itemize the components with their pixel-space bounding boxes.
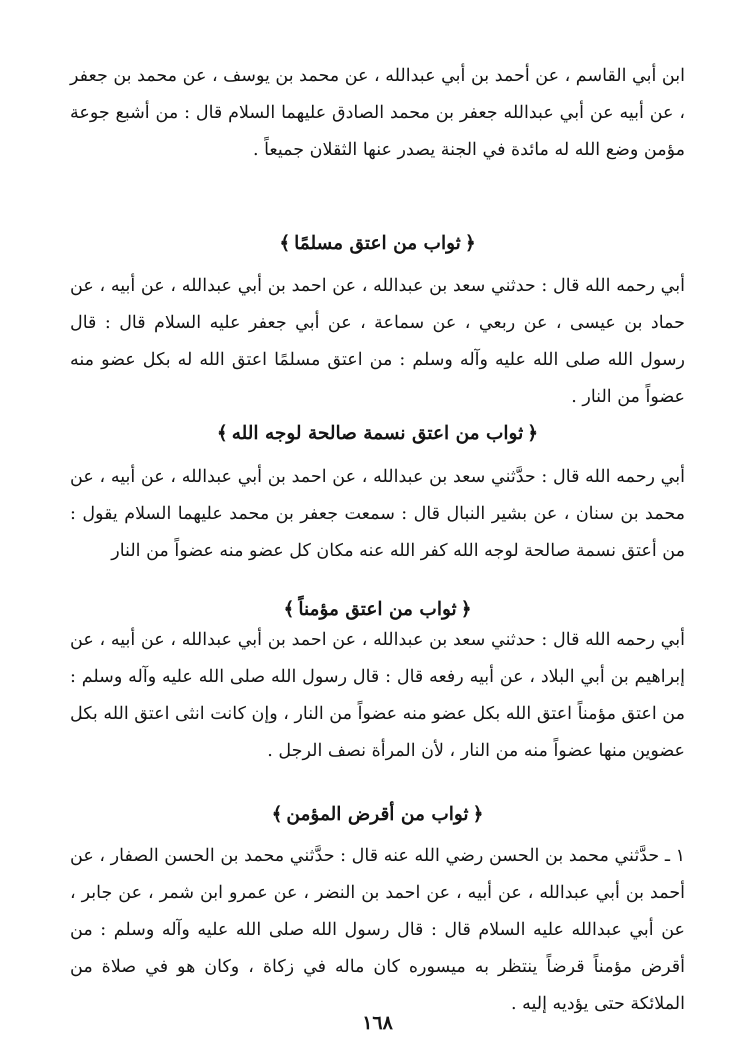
heading-text: ثواب من أقرض المؤمن bbox=[286, 804, 469, 825]
section-itq-muslim bbox=[70, 268, 685, 416]
heading-bracket-open: ﴿ bbox=[460, 599, 472, 620]
heading-bracket-open: ﴿ bbox=[464, 233, 476, 254]
heading-text: ثواب من اعتق نسمة صالحة لوجه الله bbox=[231, 423, 524, 444]
heading-bracket-open: ﴿ bbox=[472, 804, 484, 825]
heading-itq-nasama-saliha bbox=[70, 414, 685, 454]
heading-text: ثواب من اعتق مسلمًا bbox=[294, 233, 461, 254]
page-number: ١٦٨ bbox=[362, 1012, 393, 1034]
section-shaba-jawat-mumin bbox=[70, 58, 685, 169]
heading-bracket-close: ﴾ bbox=[283, 599, 295, 620]
paragraph-3: أبي رحمه الله قال : حدَّثني سعد بن عبدالله ، عن احمد بن أبي عبدالله ، عن أبيه ، عن محمد بن سنان ، عن بشير النبال قال : سمعت جعفر بن محمد عليهما السلام يقول : من أعتق نسمة صالحة لوجه الله كفر الله عنه مكان كل عضو منه عضواً من النار bbox=[70, 467, 685, 561]
section-qard-mumin bbox=[70, 838, 685, 1023]
heading-itq-muslim bbox=[70, 224, 685, 264]
heading-qard-mumin bbox=[70, 795, 685, 835]
paragraph-1: ابن أبي القاسم ، عن أحمد بن أبي عبدالله ، عن محمد بن يوسف ، عن محمد بن جعفر ، عن أبيه عن أبي عبدالله جعفر بن محمد الصادق عليهما السلام قال : من أشبع جوعة مؤمن وضع الله له مائدة في الجنة يصدر عنها الثقلان جميعاً . bbox=[70, 66, 685, 160]
paragraph-2: أبي رحمه الله قال : حدثني سعد بن عبدالله ، عن احمد بن أبي عبدالله ، عن أبيه ، عن حماد بن عيسى ، عن ربعي ، عن سماعة ، عن أبي جعفر عليه السلام قال : قال رسول الله صلى الله عليه وآله وسلم : من اعتق مسلمًا اعتق الله له بكل عضو منه عضواً من النار . bbox=[70, 276, 685, 407]
paragraph-4: أبي رحمه الله قال : حدثني سعد بن عبدالله ، عن احمد بن أبي عبدالله ، عن أبيه ، عن إبراهيم بن أبي البلاد ، عن أبيه رفعه قال : قال رسول الله صلى الله عليه وآله وسلم : من اعتق مؤمناً اعتق الله بكل عضو منه عضواً من النار ، وإن كانت انثى اعتق الله بكل عضوين منها عضواً منه من النار ، لأن المرأة نصف الرجل . bbox=[70, 630, 685, 761]
heading-bracket-close: ﴾ bbox=[271, 804, 283, 825]
book-page bbox=[70, 50, 685, 1034]
heading-text: ثواب من اعتق مؤمناً bbox=[298, 599, 457, 620]
section-itq-mumin bbox=[70, 622, 685, 770]
heading-bracket-open: ﴿ bbox=[527, 423, 539, 444]
heading-bracket-close: ﴾ bbox=[279, 233, 291, 254]
paragraph-5: ١ ـ حدَّثني محمد بن الحسن رضي الله عنه قال : حدَّثني محمد بن الحسن الصفار ، عن أحمد بن أبي عبدالله ، عن أبيه ، عن احمد بن النضر ، عن عمرو ابن شمر ، عن جابر ، عن أبي عبدالله عليه السلام قال : قال رسول الله صلى الله عليه وآله وسلم : من أقرض مؤمناً قرضاً ينتظر به ميسوره كان ماله في زكاة ، وكان هو في صلاة من الملائكة حتى يؤديه إليه . bbox=[70, 846, 685, 1014]
section-itq-nasama-saliha bbox=[70, 459, 685, 570]
heading-bracket-close: ﴾ bbox=[216, 423, 228, 444]
